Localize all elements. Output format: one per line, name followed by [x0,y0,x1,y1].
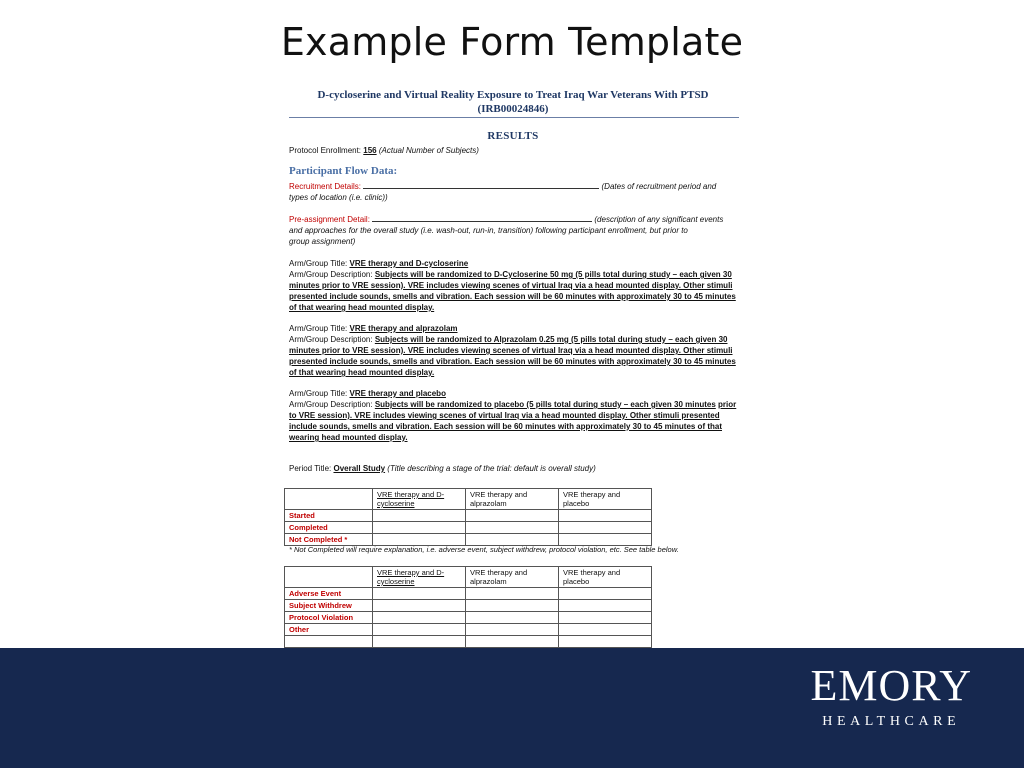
period-value: Overall Study [333,464,386,473]
preassign-note-b: and approaches for the overall study (i.e. wash-out, run-in, transition) following participant enrollment, but prior to [289,226,688,235]
table-cell[interactable] [559,624,652,636]
enrollment-value: 156 [363,146,377,155]
period-line [289,463,739,474]
table-header-cell [466,567,559,588]
arm-desc-first: Subjects will be randomized to D-Cycloserine 50 mg (5 pills total during study – each given 30 [374,270,732,279]
table-row [285,534,652,546]
header-label: VRE therapy and D-cycloserine [377,490,445,508]
table-cell[interactable] [373,534,466,546]
form-document [283,82,743,648]
arm-desc-first: Subjects will be randomized to placebo (5 pills total during study – each given 30 minutes [374,400,716,409]
arm-block-1 [289,258,739,313]
study-heading [283,82,743,116]
arm-block-3 [289,388,739,443]
table-cell[interactable] [466,510,559,522]
row-label: Completed [285,522,373,534]
table-row [285,588,652,600]
header-label: VRE therapy and alprazolam [470,568,528,586]
row-label: Subject Withdrew [285,600,373,612]
row-label-empty [285,636,373,648]
table-header-cell [559,567,652,588]
recruitment-label: Recruitment Details: [289,182,362,191]
table-cell[interactable] [466,522,559,534]
table-cell[interactable] [373,612,466,624]
table-row [285,510,652,522]
table-cell[interactable] [559,534,652,546]
footer-bar [0,648,1024,768]
table-header-row [285,489,652,510]
table-cell[interactable] [466,600,559,612]
results-heading: RESULTS [487,130,539,142]
preassign-blank[interactable] [372,213,592,222]
table-cell[interactable] [373,600,466,612]
arm-desc-first: Subjects will be randomized to Alprazolam 0.25 mg (5 pills total during study – each given 30 [374,335,728,344]
recruitment-note-a: (Dates of recruitment period and [601,182,717,191]
table-cell[interactable] [466,534,559,546]
arm-title-label: Arm/Group Title: [289,259,348,268]
participant-flow-table [284,488,652,546]
header-label: VRE therapy and D-cycloserine [377,568,445,586]
table-cell[interactable] [373,510,466,522]
table-cell[interactable] [373,522,466,534]
arm-desc-label: Arm/Group Description: [289,400,373,409]
header-label: VRE therapy and placebo [563,568,621,586]
table-corner-cell [285,489,373,510]
table-row [285,624,652,636]
table-row [285,636,652,648]
table-cell[interactable] [466,612,559,624]
heading-divider [289,117,739,118]
arm-desc-rest: minutes prior to VRE session). VRE includes viewing scenes of virtual Iraq via a head mounted display. Other stimuli presented include sounds, smells and vibration. Each session will be 60 minutes with approximately 30 to 45 minutes of that wearing head mounted display. [289,346,736,377]
table-cell[interactable] [559,522,652,534]
recruitment-blank[interactable] [363,180,599,189]
table-corner-cell [285,567,373,588]
irb-number: (IRB00024846) [477,103,549,115]
arm-desc-label: Arm/Group Description: [289,335,373,344]
header-label: VRE therapy and alprazolam [470,490,528,508]
table-cell[interactable] [559,588,652,600]
table-cell[interactable] [466,588,559,600]
arm-title-label: Arm/Group Title: [289,324,348,333]
table-cell[interactable] [466,636,559,648]
arm-title-value: VRE therapy and placebo [349,389,446,398]
not-completed-reasons-table [284,566,652,648]
enrollment-note: (Actual Number of Subjects) [378,146,479,155]
logo-subtitle: HEALTHCARE [822,714,961,729]
preassignment-details [289,213,739,247]
table-row [285,600,652,612]
table-header-cell [373,567,466,588]
slide-title: Example Form Template [280,20,744,64]
table-row [285,522,652,534]
table-cell[interactable] [559,510,652,522]
participant-flow-heading: Participant Flow Data: [289,165,398,177]
row-label: Other [285,624,373,636]
preassign-note-a: (description of any significant events [594,215,724,224]
arm-block-2 [289,323,739,378]
table-cell[interactable] [559,600,652,612]
row-label: Not Completed * [285,534,373,546]
table-header-cell [466,489,559,510]
row-label: Protocol Violation [285,612,373,624]
logo-wordmark: EMORY [810,661,972,710]
table-cell[interactable] [373,624,466,636]
enrollment-line [289,145,739,156]
arm-title-value: VRE therapy and alprazolam [349,324,458,333]
enrollment-label: Protocol Enrollment: [289,146,362,155]
preassign-label: Pre-assignment Detail: [289,215,370,224]
table-cell[interactable] [373,636,466,648]
arm-desc-rest: prior to VRE session). VRE includes viewing scenes of virtual Iraq via a head mounted display. Other stimuli presented include sounds, smells and vibration. Each session will be 60 minutes with approximately 30 to 45 minutes of that wearing head mounted display. [289,400,737,442]
table-header-cell [373,489,466,510]
emory-healthcare-logo [810,661,972,730]
table-cell[interactable] [466,624,559,636]
table-header-row [285,567,652,588]
recruitment-note-b: types of location (i.e. clinic)) [289,193,388,202]
period-note: (Title describing a stage of the trial: default is overall study) [387,464,596,473]
row-label: Adverse Event [285,588,373,600]
not-completed-footnote: * Not Completed will require explanation, i.e. adverse event, subject withdrew, protocol violation, etc. See table below. [289,545,679,554]
recruitment-details [289,180,739,203]
table-header-cell [559,489,652,510]
study-title: D-cycloserine and Virtual Reality Exposure to Treat Iraq War Veterans With PTSD [317,89,709,101]
table-row [285,612,652,624]
period-label: Period Title: [289,464,332,473]
arm-desc-label: Arm/Group Description: [289,270,373,279]
arm-title-value: VRE therapy and D-cycloserine [349,259,469,268]
row-label: Started [285,510,373,522]
arm-desc-rest: minutes prior to VRE session). VRE includes viewing scenes of virtual Iraq via a head mounted display. Other stimuli presented include sounds, smells and vibration. Each session will be 60 minutes with approximately 30 to 45 minutes of that wearing head mounted display. [289,281,736,312]
table-cell[interactable] [559,612,652,624]
arm-title-label: Arm/Group Title: [289,389,348,398]
header-label: VRE therapy and placebo [563,490,621,508]
preassign-note-c: group assignment) [289,237,356,246]
table-cell[interactable] [373,588,466,600]
table-cell[interactable] [559,636,652,648]
